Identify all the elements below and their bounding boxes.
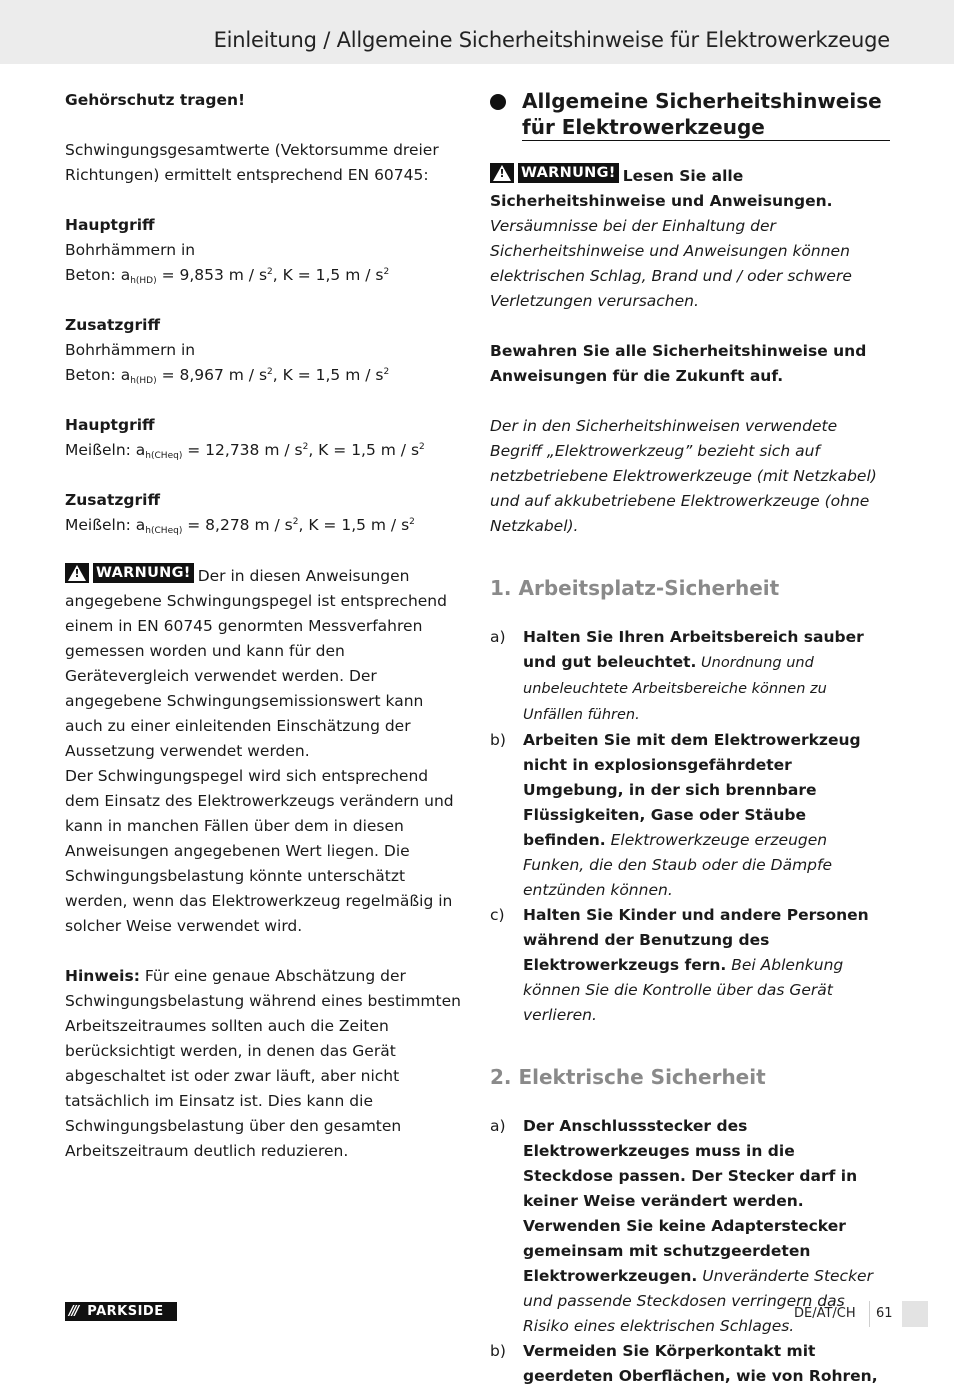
value-prefix: Meißeln: a (65, 516, 146, 534)
value-number: = 8,967 m / s (156, 366, 268, 384)
item-bold-text: Halten Sie Ihren Arbeitsbereich sauber und gut beleuchtet. (523, 628, 864, 671)
block-value (65, 263, 465, 288)
value-exponent: 2 (409, 517, 415, 527)
value-exponent: 2 (292, 517, 299, 527)
logo-text: PARKSIDE (87, 1304, 164, 1319)
value-prefix: Beton: a (65, 366, 131, 384)
block-heading: Zusatzgriff (65, 491, 160, 509)
item-body (523, 728, 890, 903)
vibration-warning-continued: Der Schwingungspegel wird sich entsprechend dem Einsatz des Elektrowerkzeugs verändern und kann in manchen Fällen über dem in diesen Anweisungen angegebenen Wert liegen. Die Schwingungsbelastung könnte unterschätzt werden, wenn das Elektrowerkzeug regelmäßig in solcher Weise verwendet wird. (65, 767, 454, 935)
item-letter: a) (490, 628, 506, 646)
item-body (523, 625, 890, 728)
hearing-protection-note: Gehörschutz tragen! (65, 91, 246, 109)
block-heading: Hauptgriff (65, 216, 155, 234)
hint-label: Hinweis: (65, 967, 140, 985)
warning-label: WARNUNG! (518, 163, 619, 183)
footer-language: DE/AT/CH (794, 1306, 856, 1321)
section-1-title: 1. Arbeitsplatz-Sicherheit (490, 576, 780, 600)
item-letter: c) (490, 906, 505, 924)
value-number: = 8,278 m / s (182, 516, 293, 534)
block-value (65, 438, 465, 463)
value-exponent: 2 (267, 267, 273, 277)
value-k: , K = 1,5 m / s (308, 441, 420, 459)
item-letter: b) (490, 1342, 506, 1360)
warning-badge (65, 563, 194, 583)
block-line: Bohrhämmern in (65, 241, 196, 259)
footer-tab-box (902, 1301, 928, 1327)
logo-slashes: /// (69, 1304, 78, 1319)
warning-label: WARNUNG! (93, 563, 194, 583)
hint-text: Für eine genaue Abschätzung der Schwingungsbelastung während eines bestimmten Arbeitszeitraumes sollten auch die Zeiten berücksichtigt werden, in denen das Gerät abgeschaltet ist oder zwar läuft, aber nicht tatsächlich im Einsatz ist. Dies kann die Schwingungsbelastung über den gesamten Arbeitszeitraum deutlich reduzieren. (65, 967, 461, 1160)
value-exponent: 2 (383, 367, 390, 377)
warning-badge (490, 163, 619, 183)
value-subscript: h(CHeq) (145, 526, 183, 536)
term-definition: Der in den Sicherheitshinweisen verwendete Begriff „Elektrowerkzeug” bezieht sich auf netzbetriebene Elektrowerkzeuge (mit Netzkabel) und auf akkubetriebene Elektrowerkzeuge (ohne Netzkabel). (490, 417, 877, 535)
item-bold-text: Arbeiten Sie mit dem Elektrowerkzeug nicht in explosionsgefährdeter Umgebung, in der sich brennbare Flüssigkeiten, Gase oder Stäube befinden. (523, 731, 861, 849)
page-number: 61 (876, 1306, 893, 1321)
value-subscript: h(CHeq) (145, 451, 183, 461)
value-exponent: 2 (383, 267, 390, 277)
warning-bold-text: Lesen Sie alle Sicherheitshinweise und Anweisungen. (490, 167, 833, 210)
item-italic-text: Unordnung und unbeleuchtete Arbeitsbereiche können zu Unfällen führen. (523, 655, 827, 723)
section-heading (490, 88, 890, 141)
block-value (65, 363, 465, 388)
item-body (523, 903, 890, 1028)
list-item (490, 1339, 890, 1389)
item-letter: a) (490, 1117, 506, 1135)
bullet-icon (490, 94, 506, 110)
item-body (523, 1339, 890, 1389)
block-line: Bohrhämmern in (65, 341, 196, 359)
vibration-block-1 (65, 213, 465, 288)
section-2-title: 2. Elektrische Sicherheit (490, 1065, 766, 1089)
item-italic-text: Elektrowerkzeuge erzeugen Funken, die den Staub oder die Dämpfe entzünden können. (523, 831, 832, 899)
value-exponent: 2 (267, 367, 273, 377)
right-column (490, 88, 890, 1389)
value-number: = 9,853 m / s (156, 266, 268, 284)
safety-warning (490, 163, 890, 314)
warning-text: Der in diesen Anweisungen angegebene Schwingungspegel ist entsprechend einem in EN 60745 genormten Messverfahren gemessen worden und kann für den Gerätevergleich verwendet werden. Der angegebene Schwingungsemissionswert kann auch zu einer einleitenden Einschätzung der Aussetzung verwendet werden. (65, 567, 447, 760)
vibration-warning (65, 563, 465, 764)
value-k: , K = 1,5 m / s (272, 366, 384, 384)
block-heading: Hauptgriff (65, 416, 155, 434)
value-exponent: 2 (419, 442, 425, 452)
vibration-block-4 (65, 488, 465, 538)
value-number: = 12,738 m / s (182, 441, 303, 459)
item-italic-text: Unveränderte Stecker und passende Steckdosen verringern das Risiko eines elektrischen Schlages. (523, 1267, 873, 1335)
block-heading: Zusatzgriff (65, 316, 160, 334)
item-bold-text: Halten Sie Kinder und andere Personen während der Benutzung des Elektrowerkzeugs fern. (523, 906, 869, 974)
keep-instructions: Bewahren Sie alle Sicherheitshinweise und Anweisungen für die Zukunft auf. (490, 342, 867, 385)
value-k: , K = 1,5 m / s (298, 516, 410, 534)
vibration-block-3 (65, 413, 465, 463)
block-value (65, 513, 465, 538)
list-item (490, 625, 890, 728)
warning-triangle-icon: ! (65, 563, 89, 583)
value-subscript: h(HD) (130, 376, 157, 386)
value-subscript: h(HD) (130, 276, 157, 286)
item-bold-text: Vermeiden Sie Körperkontakt mit geerdeten Oberflächen, wie von Rohren, (523, 1342, 878, 1385)
warning-italic-text: Versäumnisse bei der Einhaltung der Sicherheitshinweise und Anweisungen können elektrischen Schlag, Brand und / oder schwere Verletzungen verursachen. (490, 217, 852, 310)
section-title: Allgemeine Sicherheitshinweise für Elektrowerkzeuge (522, 88, 890, 141)
item-bold-text: Der Anschlussstecker des Elektrowerkzeuges muss in die Steckdose passen. Der Stecker darf in keiner Weise verändert werden. Verwenden Sie keine Adapterstecker gemeinsam mit schutzgeerdeten Elektrowerkzeugen. (523, 1117, 858, 1285)
value-exponent: 2 (302, 442, 309, 452)
list-item (490, 728, 890, 903)
vibration-block-2 (65, 313, 465, 388)
page-header-title: Einleitung / Allgemeine Sicherheitshinweise für Elektrowerkzeuge (213, 28, 890, 52)
hint-paragraph (65, 964, 465, 1164)
list-item (490, 903, 890, 1028)
warning-triangle-icon: ! (490, 163, 514, 183)
value-k: , K = 1,5 m / s (272, 266, 384, 284)
footer-divider (869, 1301, 870, 1327)
item-letter: b) (490, 731, 506, 749)
value-prefix: Meißeln: a (65, 441, 146, 459)
item-italic-text: Bei Ablenkung können Sie die Kontrolle über das Gerät verlieren. (523, 956, 844, 1024)
left-column (65, 88, 465, 1164)
parkside-logo (65, 1302, 177, 1321)
vibration-intro: Schwingungsgesamtwerte (Vektorsumme dreier Richtungen) ermittelt entsprechend EN 60745: (65, 141, 439, 184)
value-prefix: Beton: a (65, 266, 131, 284)
